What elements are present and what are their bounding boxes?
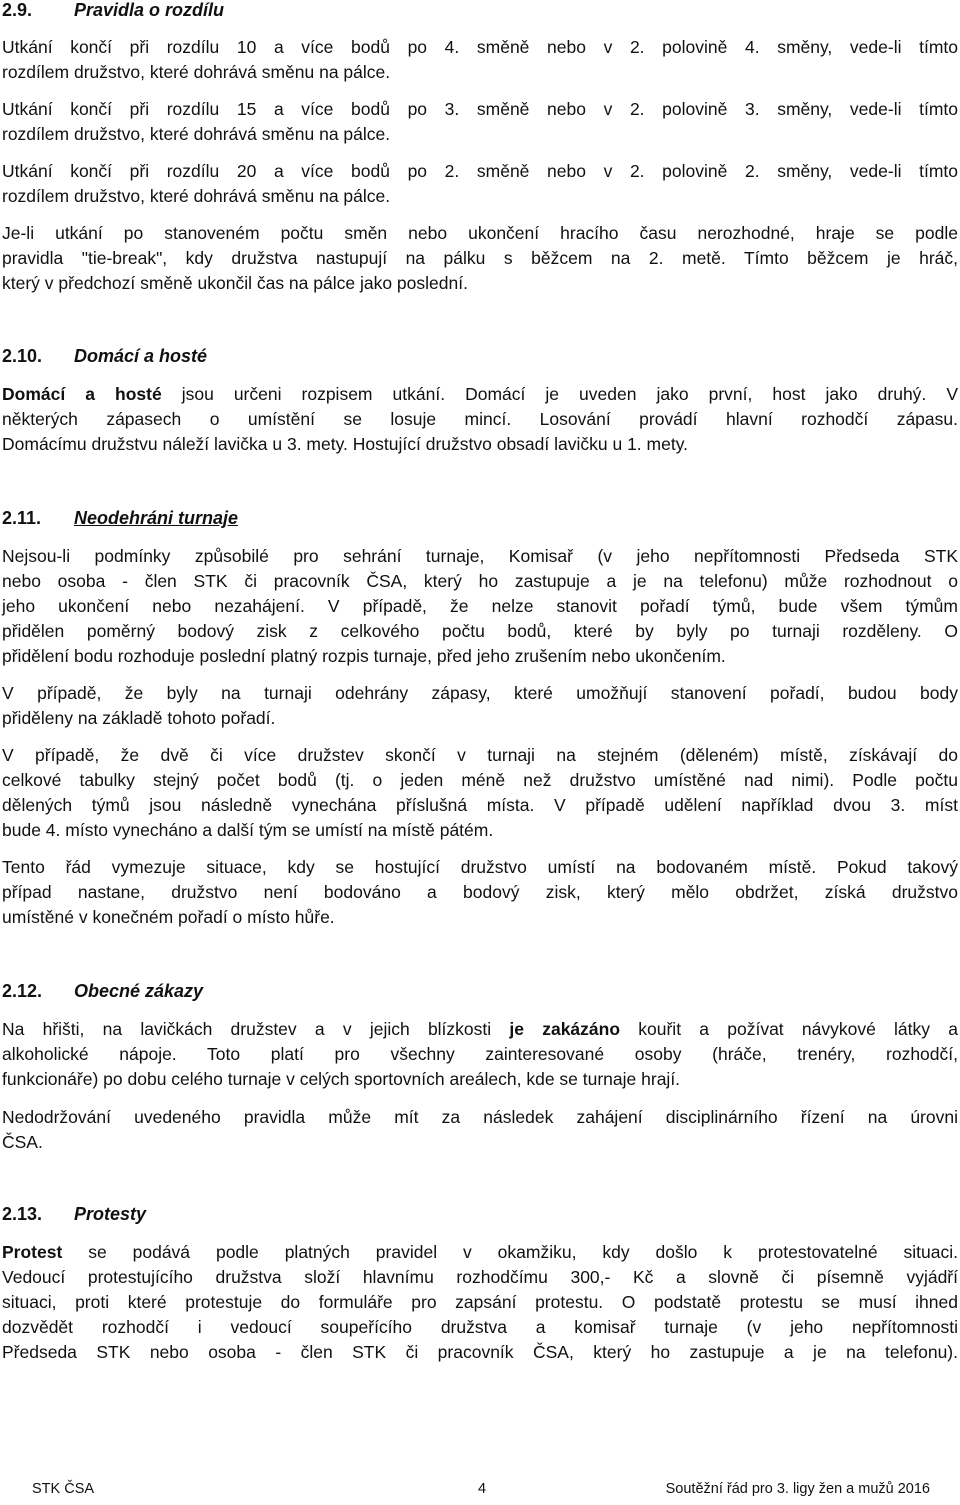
paragraph [2,1017,958,1092]
text-line: Utkání končí při rozdílu 15 a více bodů po 3. směně nebo v 2. polovině 3. směny, vede-li tímto [2,99,958,119]
text-line [2,1240,958,1265]
text-line: Utkání končí při rozdílu 20 a více bodů po 2. směně nebo v 2. polovině 2. směny, vede-li tímto [2,161,958,181]
text-run: Na hřišti, na lavičkách družstev a v jejich blízkosti [2,1019,510,1039]
page-number: 4 [478,1481,487,1497]
section-number: 2.9. [2,0,33,20]
text-line: případ nastane, družstvo není bodováno a bodový zisk, který mělo obdržet, získá družstvo [2,882,958,902]
text-run: kouřit a požívat návykové látky a [620,1019,958,1039]
text-run: se podává podle platných pravidel v okamžiku, kdy došlo k protestovatelné situaci. [62,1242,958,1262]
text-line [2,382,958,407]
text-line: alkoholické nápoje. Toto platí pro všechny zainteresované osoby (hráče, trenéry, rozhodčí, [2,1044,958,1064]
text-line: pravidla "tie-break", kdy družstva nastupují na pálku s běžcem na 2. metě. Tímto běžcem je hráč, [2,248,958,268]
text-line: některých zápasech o umístění se losuje mincí. Losování provádí hlavní rozhodčí zápasu. [2,409,958,429]
text-line: jeho ukončení nebo nezahájení. V případě, že nelze stanovit pořadí týmů, bude všem týmům [2,596,958,616]
text-line: dozvědět rozhodčí i vedoucí soupeřícího družstva a komisař turnaje (v jeho nepřítomnosti [2,1317,958,1337]
section-title: Pravidla o rozdílu [74,0,225,20]
text-line: V případě, že dvě či více družstev skončí v turnaji na stejném (děleném) místě, získávají do [2,745,958,765]
section-title: Protesty [74,1204,147,1224]
text-line: celkové tabulky stejný počet bodů (tj. o jeden méně než družstvo umístěné nad nimi). Podle počtu [2,770,958,790]
paragraph [2,855,958,930]
text-line: dělených týmů jsou následně vynechána příslušná místa. V případě udělení například dvou 3. míst [2,795,958,815]
text-line: situaci, proti které protestuje do formuláře pro zapsání protestu. O podstatě protestu se musí ihned [2,1292,958,1312]
text-line [2,1017,958,1042]
section-number: 2.13. [2,1204,43,1224]
text-line: rozdílem družstvo, které dohrává směnu na pálce. [2,124,391,144]
paragraph [2,97,958,147]
paragraph [2,221,958,296]
paragraph [2,382,958,457]
text-line: Nejsou-li podmínky způsobilé pro sehrání turnaje, Komisař (v jeho nepřítomnosti Předseda STK [2,546,958,566]
paragraph [2,743,958,843]
paragraph [2,159,958,209]
footer-right: Soutěžní řád pro 3. ligy žen a mužů 2016 [665,1481,930,1497]
text-line: nebo osoba - člen STK či pracovník ČSA, který ho zastupuje a je na telefonu) může rozhodnout o [2,571,958,591]
bold-term: Domácí a hosté [2,384,162,404]
bold-term: je zakázáno [509,1019,621,1039]
footer-left: STK ČSA [32,1481,95,1497]
text-line: přiděleny na základě tohoto pořadí. [2,708,276,728]
paragraph [2,681,958,731]
text-line: přidělen poměrný bodový zisk z celkového počtu bodů, které by byly po turnaji rozděleny. O [2,621,958,641]
section-title: Domácí a hosté [74,346,208,366]
text-line: Nedodržování uvedeného pravidla může mít za následek zahájení disciplinárního řízení na úrovni [2,1107,958,1127]
text-line: který v předchozí směně ukončil čas na pálce jako poslední. [2,273,468,293]
paragraph [2,1105,958,1155]
section-number: 2.12. [2,981,43,1001]
section-heading [2,508,238,529]
text-line: bude 4. místo vynecháno a další tým se umístí na místě pátém. [2,820,494,840]
text-line: umístěné v konečném pořadí o místo hůře. [2,907,335,927]
text-line: rozdílem družstvo, které dohrává směnu na pálce. [2,186,391,206]
text-line: Tento řád vymezuje situace, kdy se hostující družstvo umístí na bodovaném místě. Pokud takový [2,857,958,877]
bold-term: Protest [2,1242,63,1262]
section-number: 2.11. [2,508,42,528]
section-title: Obecné zákazy [74,981,204,1001]
section-heading [2,1204,146,1225]
section-title: Neodehráni turnaje [74,508,239,528]
text-line: funkcionáře) po dobu celého turnaje v celých sportovních areálech, kde se turnaje hrají. [2,1069,681,1089]
text-line: Utkání končí při rozdílu 10 a více bodů po 4. směně nebo v 2. polovině 4. směny, vede-li tímto [2,37,958,57]
text-line: Je-li utkání po stanoveném počtu směn nebo ukončení hracího času nerozhodné, hraje se podle [2,223,958,243]
text-line: Předseda STK nebo osoba - člen STK či pracovník ČSA, který ho zastupuje a je na telefonu). [2,1342,958,1362]
text-line: Domácímu družstvu náleží lavička u 3. mety. Hostující družstvo obsadí lavičku u 1. mety. [2,434,689,454]
section-heading [2,981,203,1002]
paragraph [2,544,958,669]
text-line: V případě, že byly na turnaji odehrány zápasy, které umožňují stanovení pořadí, budou body [2,683,958,703]
text-line: rozdílem družstvo, které dohrává směnu na pálce. [2,62,391,82]
text-line: přidělení bodu rozhoduje poslední platný rozpis turnaje, před jeho zrušením nebo ukončením. [2,646,726,666]
section-heading [2,346,207,367]
section-number: 2.10. [2,346,43,366]
section-heading [2,0,224,21]
paragraph [2,35,958,85]
text-line: ČSA. [2,1132,43,1152]
paragraph [2,1240,958,1365]
text-line: Vedoucí protestujícího družstva složí hlavnímu rozhodčímu 300,- Kč a slovně či písemně vyjádří [2,1267,958,1287]
text-run: jsou určeni rozpisem utkání. Domácí je uveden jako první, host jako druhý. V [161,384,958,404]
